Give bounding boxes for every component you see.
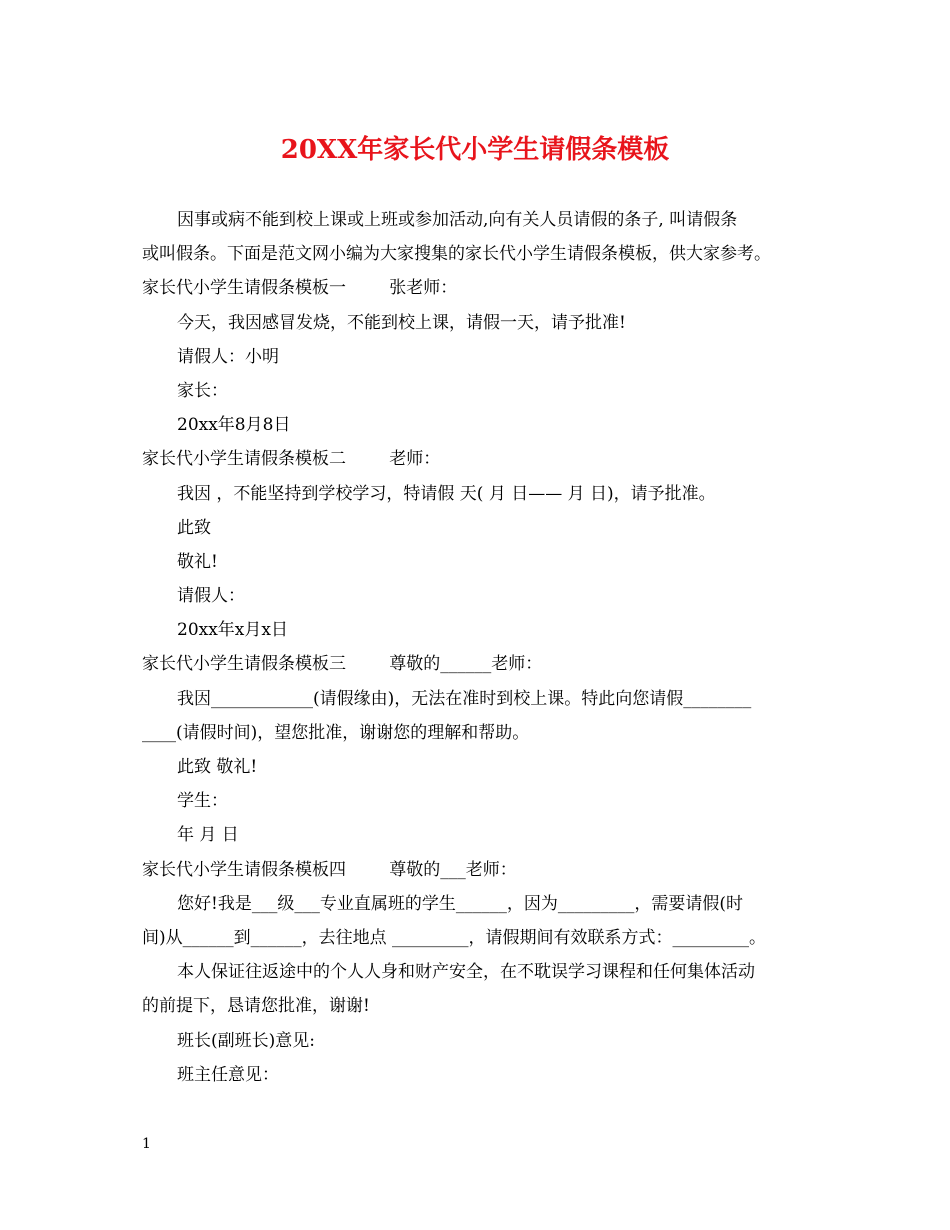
body-line: 您好!我是___级___专业直属班的学生______，因为_________，需要请假(时 bbox=[177, 893, 743, 914]
body-line: 家长代小学生请假条模板二 老师： bbox=[142, 449, 441, 470]
body-line: 我因____________(请假缘由)，无法在准时到校上课。特此向您请假________ bbox=[177, 688, 752, 709]
body-line: ____(请假时间)，望您批准，谢谢您的理解和帮助。 bbox=[142, 722, 530, 743]
body-line: 班长(副班长)意见: bbox=[177, 1030, 315, 1051]
body-line: 的前提下，恳请您批准，谢谢! bbox=[142, 996, 370, 1017]
body-line: 请假人：小明 bbox=[177, 346, 279, 367]
body-line: 20xx年8月8日 bbox=[177, 415, 291, 436]
body-line: 此致 敬礼! bbox=[177, 757, 258, 777]
body-line: 学生： bbox=[177, 791, 228, 812]
body-line: 家长代小学生请假条模板四 尊敬的___老师： bbox=[142, 859, 517, 880]
body-line: 本人保证往返途中的个人人身和财产安全，在不耽误学习课程和任何集体活动 bbox=[177, 962, 755, 983]
body-line: 或叫假条。下面是范文网小编为大家搜集的家长代小学生请假条模板，供大家参考。 bbox=[142, 244, 771, 265]
body-line: 我因 ，不能坚持到学校学习，特请假 天( 月 日—— 月 日)，请予批准。 bbox=[177, 483, 716, 504]
body-line: 此致 bbox=[177, 517, 211, 538]
body-line: 间)从______到______，去往地点 _________，请假期间有效联系方式：_________。 bbox=[142, 927, 767, 948]
body-line: 20xx年x月x日 bbox=[177, 620, 288, 641]
body-line: 班主任意见： bbox=[177, 1064, 279, 1085]
document-body bbox=[142, 203, 832, 1092]
body-line: 今天，我因感冒发烧，不能到校上课，请假一天，请予批准! bbox=[177, 312, 626, 333]
body-line: 敬礼! bbox=[177, 551, 218, 572]
body-line: 年 月 日 bbox=[177, 825, 239, 846]
body-line: 家长代小学生请假条模板三 尊敬的______老师： bbox=[142, 654, 543, 675]
body-line: 请假人： bbox=[177, 586, 245, 607]
page-number: 1 bbox=[142, 1136, 151, 1152]
document-title: 20XX年家长代小学生请假条模板 bbox=[280, 135, 670, 165]
body-line: 因事或病不能到校上课或上班或参加活动,向有关人员请假的条子, 叫请假条 bbox=[177, 210, 738, 230]
body-line: 家长： bbox=[177, 380, 228, 401]
body-line: 家长代小学生请假条模板一 张老师： bbox=[142, 278, 458, 299]
